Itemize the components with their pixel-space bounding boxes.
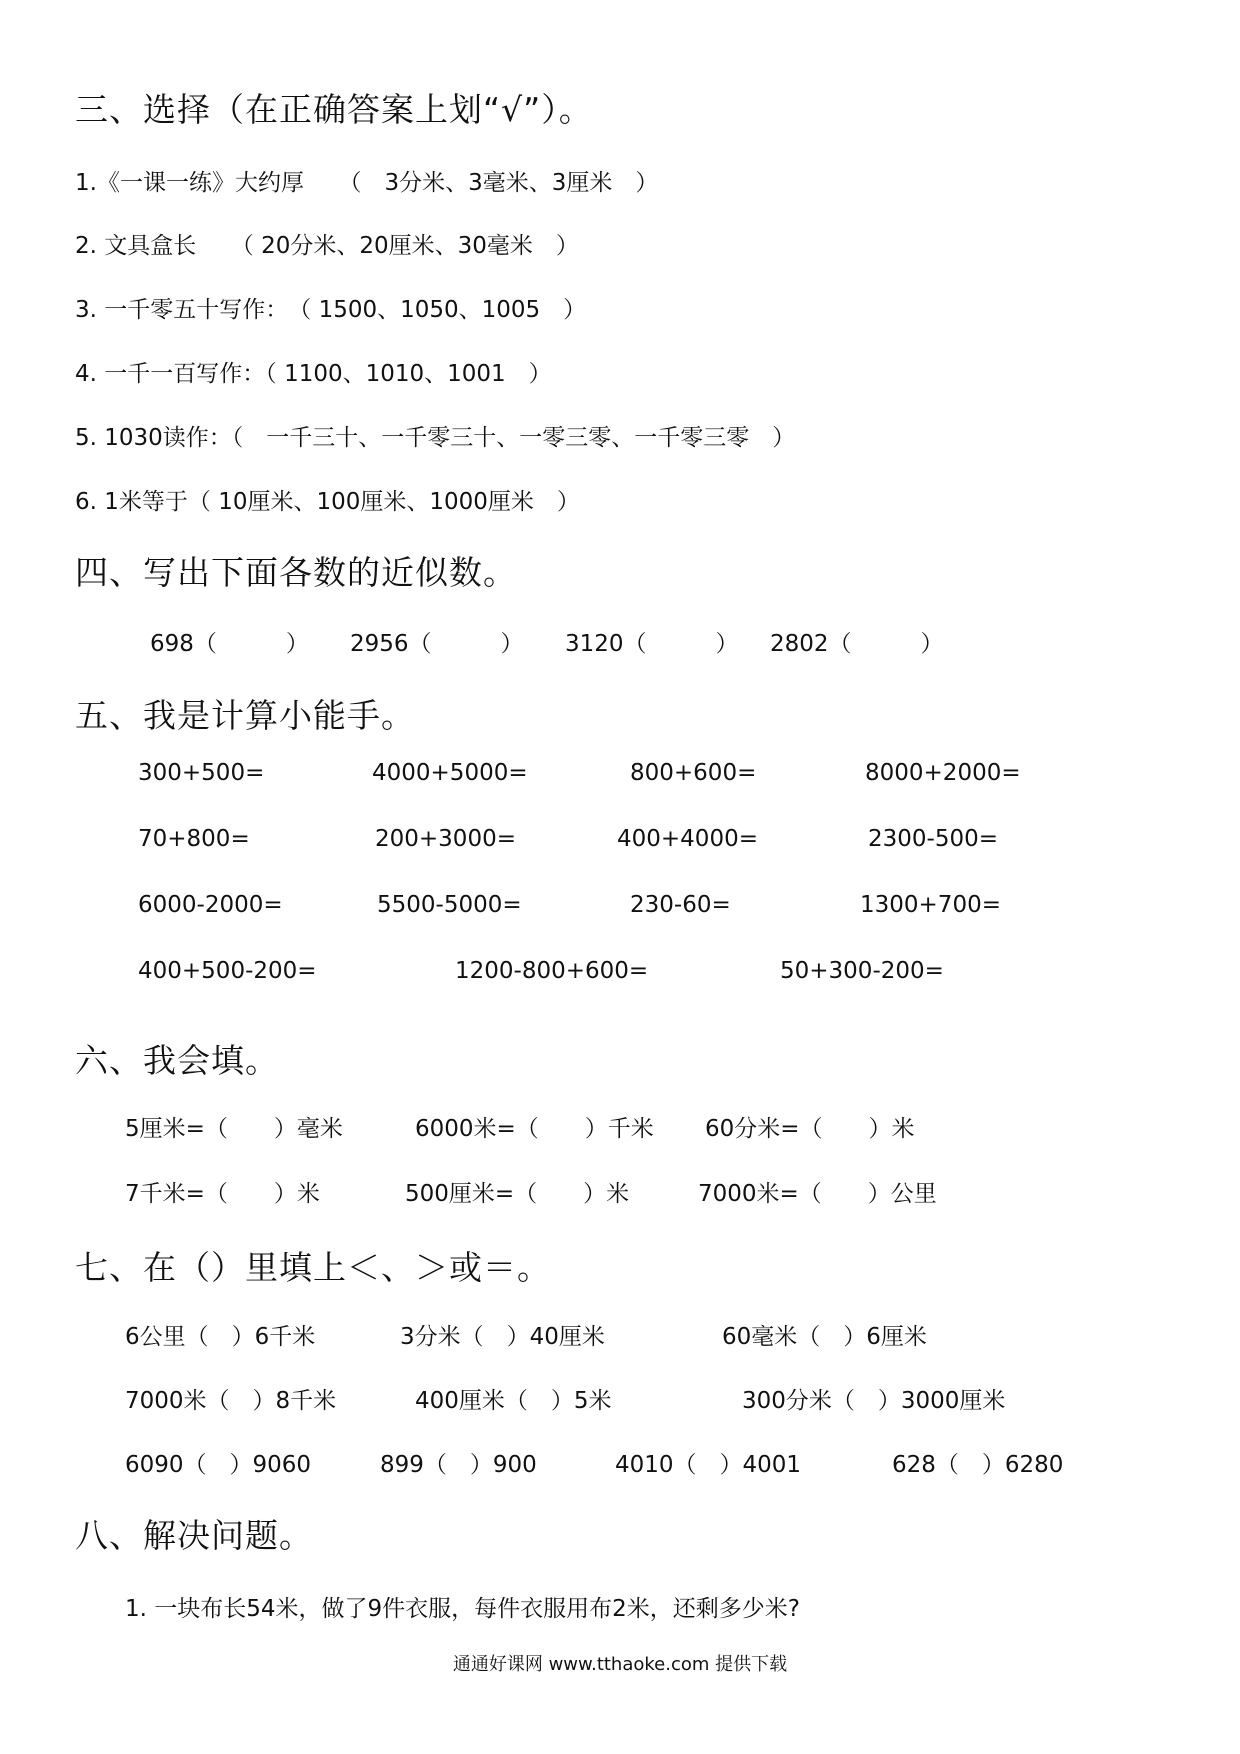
calc-item: 6000-2000= xyxy=(138,892,283,918)
compare-item: 400厘米（ ）5米 xyxy=(415,1388,612,1414)
choice-item-4: 4. 一千一百写作：（ 1100、1010、1001 ） xyxy=(75,361,552,387)
calc-item: 800+600= xyxy=(630,760,757,786)
compare-item: 6090（ ）9060 xyxy=(125,1452,312,1478)
compare-item: 3分米（ ）40厘米 xyxy=(400,1324,605,1350)
calc-item: 4000+5000= xyxy=(372,760,528,786)
choice-item-2: 2. 文具盒长 （ 20分米、20厘米、30毫米 ） xyxy=(75,233,579,259)
calc-item: 400+500-200= xyxy=(138,958,317,984)
calc-item: 1200-800+600= xyxy=(455,958,649,984)
choice-item-3: 3. 一千零五十写作： （ 1500、1050、1005 ） xyxy=(75,297,587,323)
calc-item: 50+300-200= xyxy=(780,958,944,984)
choice-item-6: 6. 1米等于（ 10厘米、100厘米、1000厘米 ） xyxy=(75,489,580,515)
compare-item: 60毫米（ ）6厘米 xyxy=(722,1324,927,1350)
calc-item: 400+4000= xyxy=(617,826,758,852)
compare-item: 4010（ ）4001 xyxy=(615,1452,802,1478)
section-3-title: 三、选择（在正确答案上划“√”）。 xyxy=(75,90,593,129)
approx-item-4: 2802（ ） xyxy=(770,631,944,657)
calc-item: 300+500= xyxy=(138,760,265,786)
section-4-title: 四、写出下面各数的近似数。 xyxy=(75,553,517,592)
calc-item: 70+800= xyxy=(138,826,250,852)
fill-item: 7千米=（ ）米 xyxy=(125,1181,320,1207)
approx-item-3: 3120（ ） xyxy=(565,631,739,657)
choice-item-1: 1.《一课一练》大约厚 （ 3分米、3毫米、3厘米 ） xyxy=(75,170,659,196)
calc-item: 230-60= xyxy=(630,892,731,918)
section-7-title: 七、在（）里填上＜、＞或＝。 xyxy=(75,1248,551,1287)
compare-item: 7000米（ ）8千米 xyxy=(125,1388,337,1414)
compare-item: 628（ ）6280 xyxy=(892,1452,1064,1478)
fill-item: 60分米=（ ）米 xyxy=(705,1116,915,1142)
section-8-title: 八、解决问题。 xyxy=(75,1516,313,1555)
choice-item-5: 5. 1030读作：（ 一千三十、一千零三十、一零三零、一千零三零 ） xyxy=(75,425,796,451)
compare-item: 300分米（ ）3000厘米 xyxy=(742,1388,1006,1414)
compare-item: 899（ ）900 xyxy=(380,1452,537,1478)
fill-item: 5厘米=（ ）毫米 xyxy=(125,1116,343,1142)
problem-item-1: 1. 一块布长54米，做了9件衣服，每件衣服用布2米，还剩多少米? xyxy=(125,1596,800,1622)
fill-item: 6000米=（ ）千米 xyxy=(415,1116,654,1142)
calc-item: 200+3000= xyxy=(375,826,516,852)
fill-item: 500厘米=（ ）米 xyxy=(405,1181,630,1207)
fill-item: 7000米=（ ）公里 xyxy=(698,1181,937,1207)
compare-item: 6公里（ ）6千米 xyxy=(125,1324,316,1350)
footer-credit: 通通好课网 www.tthaoke.com 提供下载 xyxy=(452,1654,788,1675)
calc-item: 2300-500= xyxy=(868,826,999,852)
section-5-title: 五、我是计算小能手。 xyxy=(75,696,415,735)
approx-item-2: 2956（ ） xyxy=(350,631,524,657)
calc-item: 1300+700= xyxy=(860,892,1001,918)
calc-item: 5500-5000= xyxy=(377,892,522,918)
calc-item: 8000+2000= xyxy=(865,760,1021,786)
section-6-title: 六、我会填。 xyxy=(75,1041,279,1080)
approx-item-1: 698（ ） xyxy=(150,631,309,657)
